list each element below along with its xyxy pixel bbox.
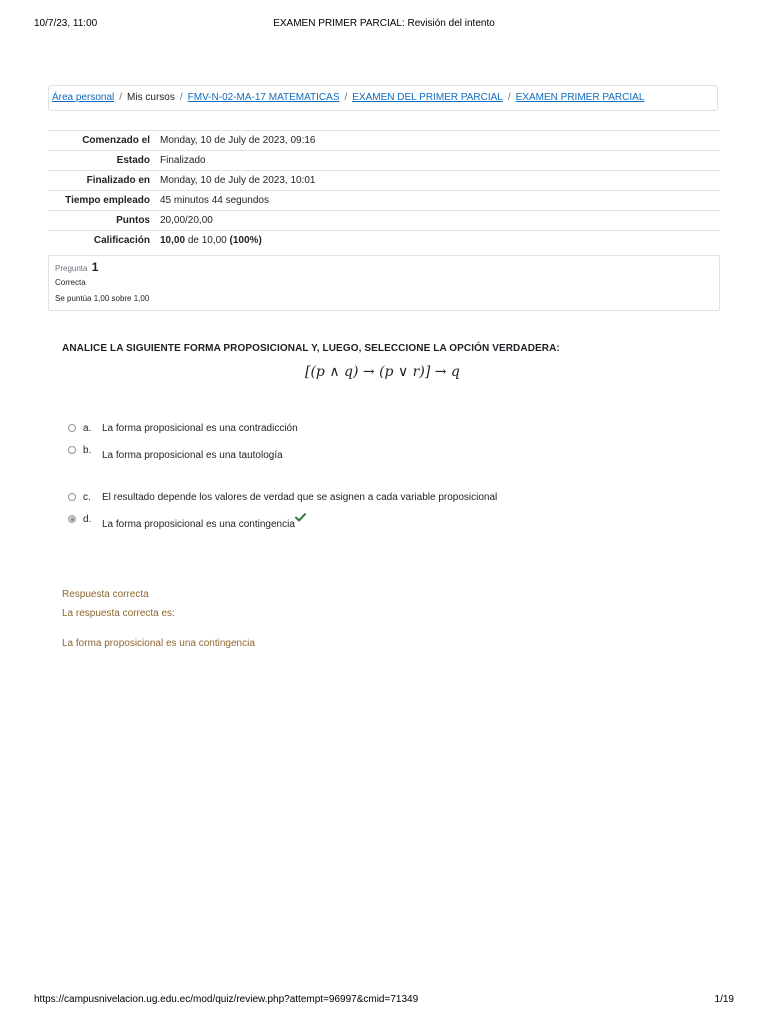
- summary-label: Calificación: [48, 231, 156, 251]
- option-text-value: La forma proposicional es una contingencia: [102, 519, 295, 530]
- summary-row-finished: [48, 171, 720, 191]
- radio-button[interactable]: [68, 493, 76, 501]
- grade-percent: (100%): [229, 235, 262, 246]
- summary-row-state: [48, 151, 720, 171]
- question-info: [48, 255, 720, 311]
- radio-button[interactable]: [68, 424, 76, 432]
- option-text: [102, 519, 295, 530]
- summary-row-time-taken: [48, 191, 720, 211]
- option-text: La forma proposicional es una contradicción: [102, 423, 298, 434]
- summary-label: Comenzado el: [48, 131, 156, 151]
- feedback-result: Respuesta correcta: [62, 589, 149, 600]
- option-text: La forma proposicional es una tautología: [102, 450, 283, 461]
- breadcrumb-exam-section[interactable]: EXAMEN DEL PRIMER PARCIAL: [352, 92, 503, 103]
- breadcrumb-area-personal[interactable]: Área personal: [52, 92, 115, 103]
- print-footer: [0, 994, 768, 1008]
- breadcrumb-separator: /: [344, 92, 348, 103]
- breadcrumb-separator: /: [507, 92, 511, 103]
- radio-button[interactable]: [68, 446, 76, 454]
- summary-row-started: [48, 131, 720, 151]
- option-letter: b.: [83, 445, 92, 456]
- summary-label: Estado: [48, 151, 156, 171]
- summary-label: Finalizado en: [48, 171, 156, 191]
- question-formula: [(p ∧ q) → (p ∨ r)] → q: [305, 364, 460, 380]
- print-page-title: EXAMEN PRIMER PARCIAL: Revisión del intento: [273, 18, 495, 29]
- summary-value: Finalizado: [156, 151, 720, 171]
- attempt-summary-table: [48, 130, 720, 250]
- option-letter: c.: [83, 492, 91, 503]
- breadcrumb-course[interactable]: FMV-N-02-MA-17 MATEMATICAS: [187, 92, 340, 103]
- feedback-correct-answer: La forma proposicional es una contingencia: [62, 638, 255, 649]
- breadcrumb-separator: /: [179, 92, 183, 103]
- feedback-intro: La respuesta correcta es:: [62, 608, 175, 619]
- option-letter: d.: [83, 514, 92, 525]
- print-page-number: 1/19: [714, 994, 734, 1005]
- check-icon: [295, 513, 306, 522]
- summary-value: 20,00/20,00: [156, 211, 720, 231]
- radio-button-selected[interactable]: [68, 515, 76, 523]
- question-number-line: [55, 260, 713, 274]
- option-text: El resultado depende los valores de verdad que se asignen a cada variable proposicional: [102, 492, 498, 503]
- print-url: https://campusnivelacion.ug.edu.ec/mod/quiz/review.php?attempt=96997&cmid=71349: [34, 994, 419, 1005]
- summary-row-points: [48, 211, 720, 231]
- summary-label: Puntos: [48, 211, 156, 231]
- question-prefix: Pregunta: [55, 264, 88, 273]
- grade-out-of: de 10,00: [187, 235, 227, 246]
- breadcrumb-mis-cursos: Mis cursos: [127, 92, 175, 103]
- summary-row-grade: [48, 231, 720, 251]
- print-header: [0, 18, 768, 32]
- option-letter: a.: [83, 423, 92, 434]
- summary-value: Monday, 10 de July de 2023, 09:16: [156, 131, 720, 151]
- summary-value: [156, 231, 720, 251]
- summary-value: 45 minutos 44 segundos: [156, 191, 720, 211]
- question-number: 1: [91, 260, 99, 274]
- question-text: ANALICE LA SIGUIENTE FORMA PROPOSICIONAL Y, LUEGO, SELECCIONE LA OPCIÓN VERDADERA:: [62, 343, 560, 354]
- print-datetime: 10/7/23, 11:00: [34, 18, 98, 29]
- summary-label: Tiempo empleado: [48, 191, 156, 211]
- question-grade: Se puntúa 1,00 sobre 1,00: [55, 294, 150, 303]
- breadcrumb: [48, 85, 718, 111]
- grade-score: 10,00: [160, 235, 186, 246]
- breadcrumb-exam[interactable]: EXAMEN PRIMER PARCIAL: [515, 92, 645, 103]
- breadcrumb-separator: /: [119, 92, 123, 103]
- question-state: Correcta: [55, 278, 86, 287]
- summary-value: Monday, 10 de July de 2023, 10:01: [156, 171, 720, 191]
